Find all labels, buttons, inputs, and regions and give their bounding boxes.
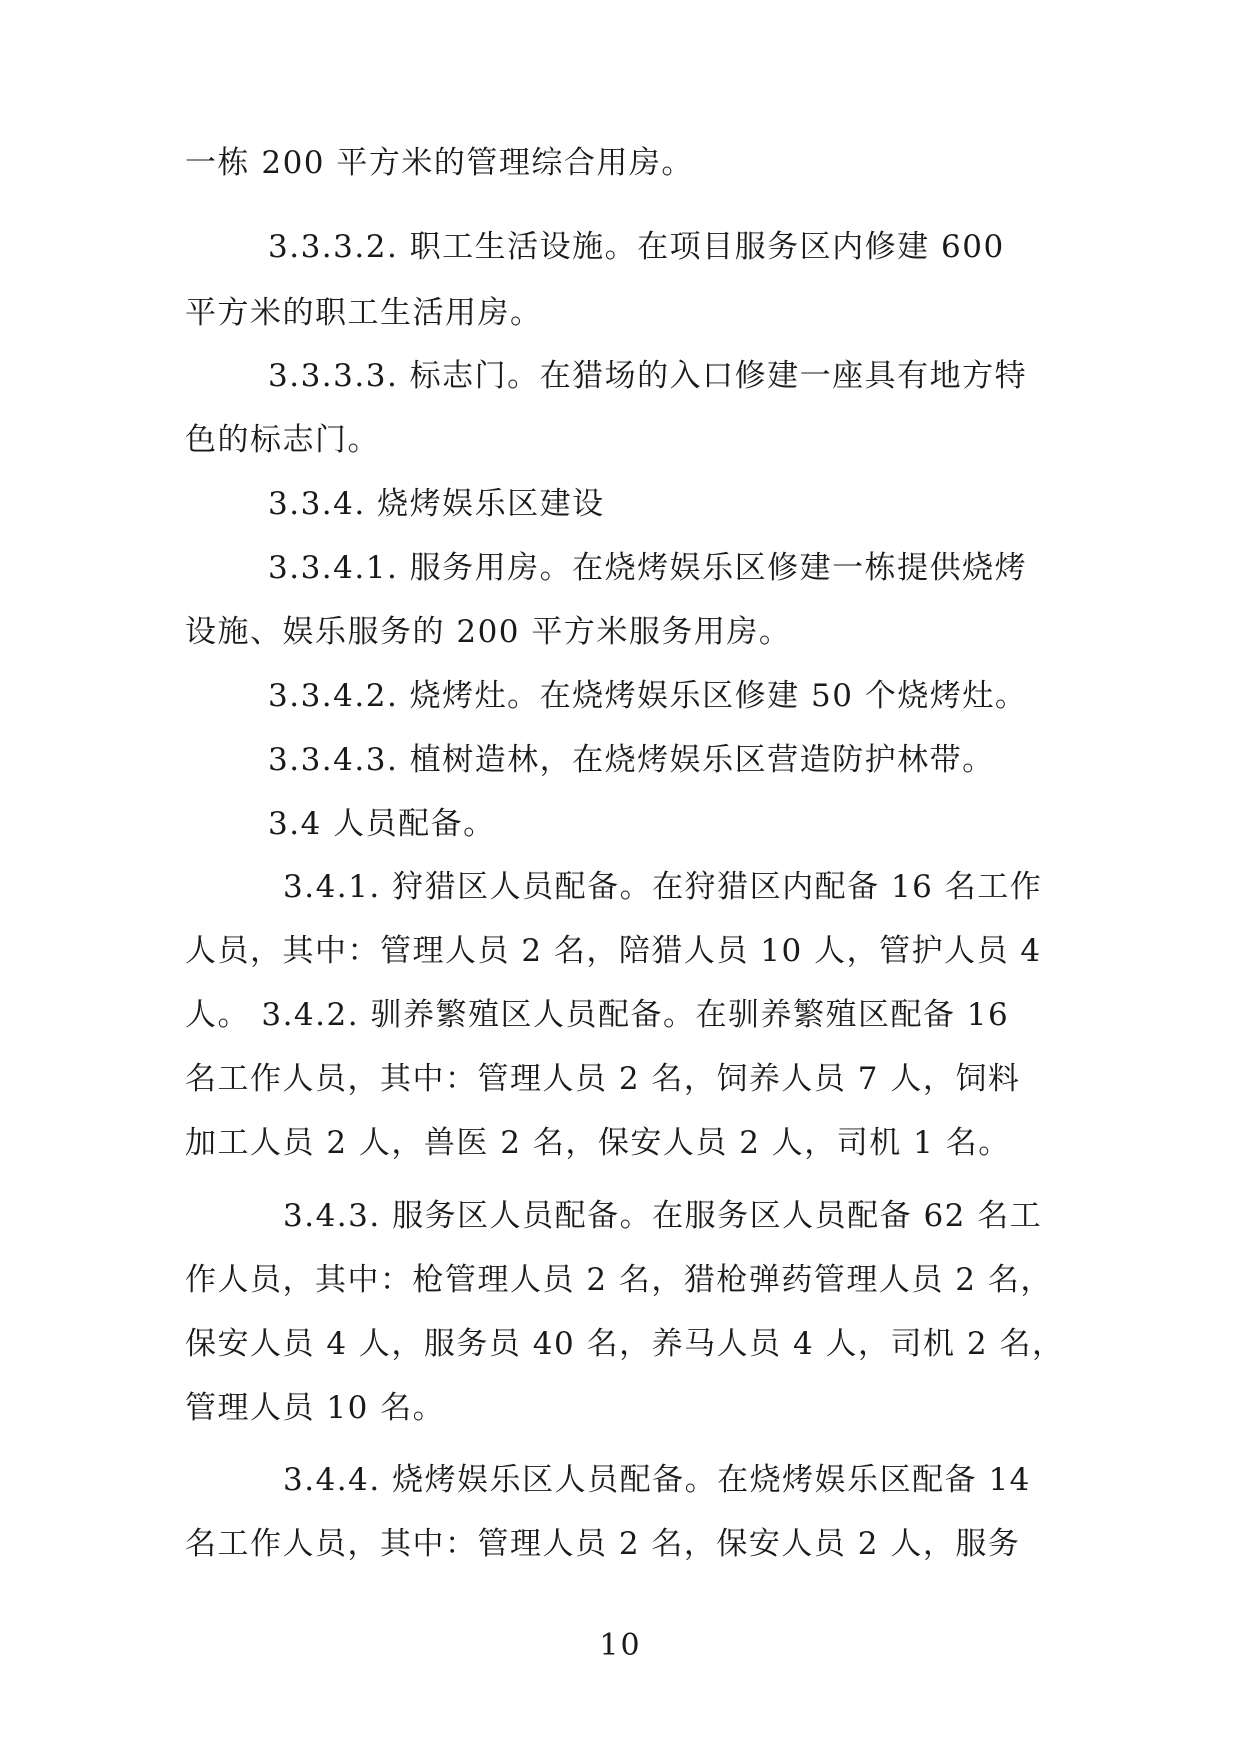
text-line-7: 3.3.4.1. 服务用房。在烧烤娱乐区修建一栋提供烧烤: [268, 550, 1028, 586]
text-line-17: 3.4.3. 服务区人员配备。在服务区人员配备 62 名工: [283, 1198, 1043, 1234]
text-line-5: 色的标志门。: [185, 422, 380, 458]
text-line-13: 人员，其中：管理人员 2 名，陪猎人员 10 人，管护人员 4: [185, 933, 1042, 969]
page-number: 10: [599, 1628, 642, 1663]
text-line-14: 人。 3.4.2. 驯养繁殖区人员配备。在驯养繁殖区配备 16: [185, 997, 1010, 1033]
text-line-20: 管理人员 10 名。: [185, 1390, 446, 1426]
text-line-22: 名工作人员，其中：管理人员 2 名，保安人员 2 人，服务: [185, 1526, 1021, 1562]
text-line-11: 3.4 人员配备。: [268, 806, 496, 842]
text-line-19: 保安人员 4 人，服务员 40 名，养马人员 4 人，司机 2 名，: [185, 1326, 1065, 1362]
text-line-1: 一栋 200 平方米的管理综合用房。: [185, 145, 694, 181]
text-line-8: 设施、娱乐服务的 200 平方米服务用房。: [185, 614, 792, 650]
text-line-4: 3.3.3.3. 标志门。在猎场的入口修建一座具有地方特: [268, 358, 1028, 394]
text-line-18: 作人员，其中：枪管理人员 2 名，猎枪弹药管理人员 2 名，: [185, 1262, 1053, 1298]
text-line-15: 名工作人员，其中：管理人员 2 名，饲养人员 7 人，饲料: [185, 1061, 1021, 1097]
text-line-16: 加工人员 2 人，兽医 2 名，保安人员 2 人，司机 1 名。: [185, 1125, 1011, 1161]
text-line-21: 3.4.4. 烧烤娱乐区人员配备。在烧烤娱乐区配备 14: [283, 1462, 1031, 1498]
text-line-2: 3.3.3.2. 职工生活设施。在项目服务区内修建 600: [268, 229, 1005, 265]
text-line-6: 3.3.4. 烧烤娱乐区建设: [268, 486, 605, 522]
text-line-9: 3.3.4.2. 烧烤灶。在烧烤娱乐区修建 50 个烧烤灶。: [268, 678, 1028, 714]
text-line-10: 3.3.4.3. 植树造林，在烧烤娱乐区营造防护林带。: [268, 742, 995, 778]
text-line-12: 3.4.1. 狩猎区人员配备。在狩猎区内配备 16 名工作: [283, 869, 1043, 905]
text-line-3: 平方米的职工生活用房。: [185, 295, 543, 331]
